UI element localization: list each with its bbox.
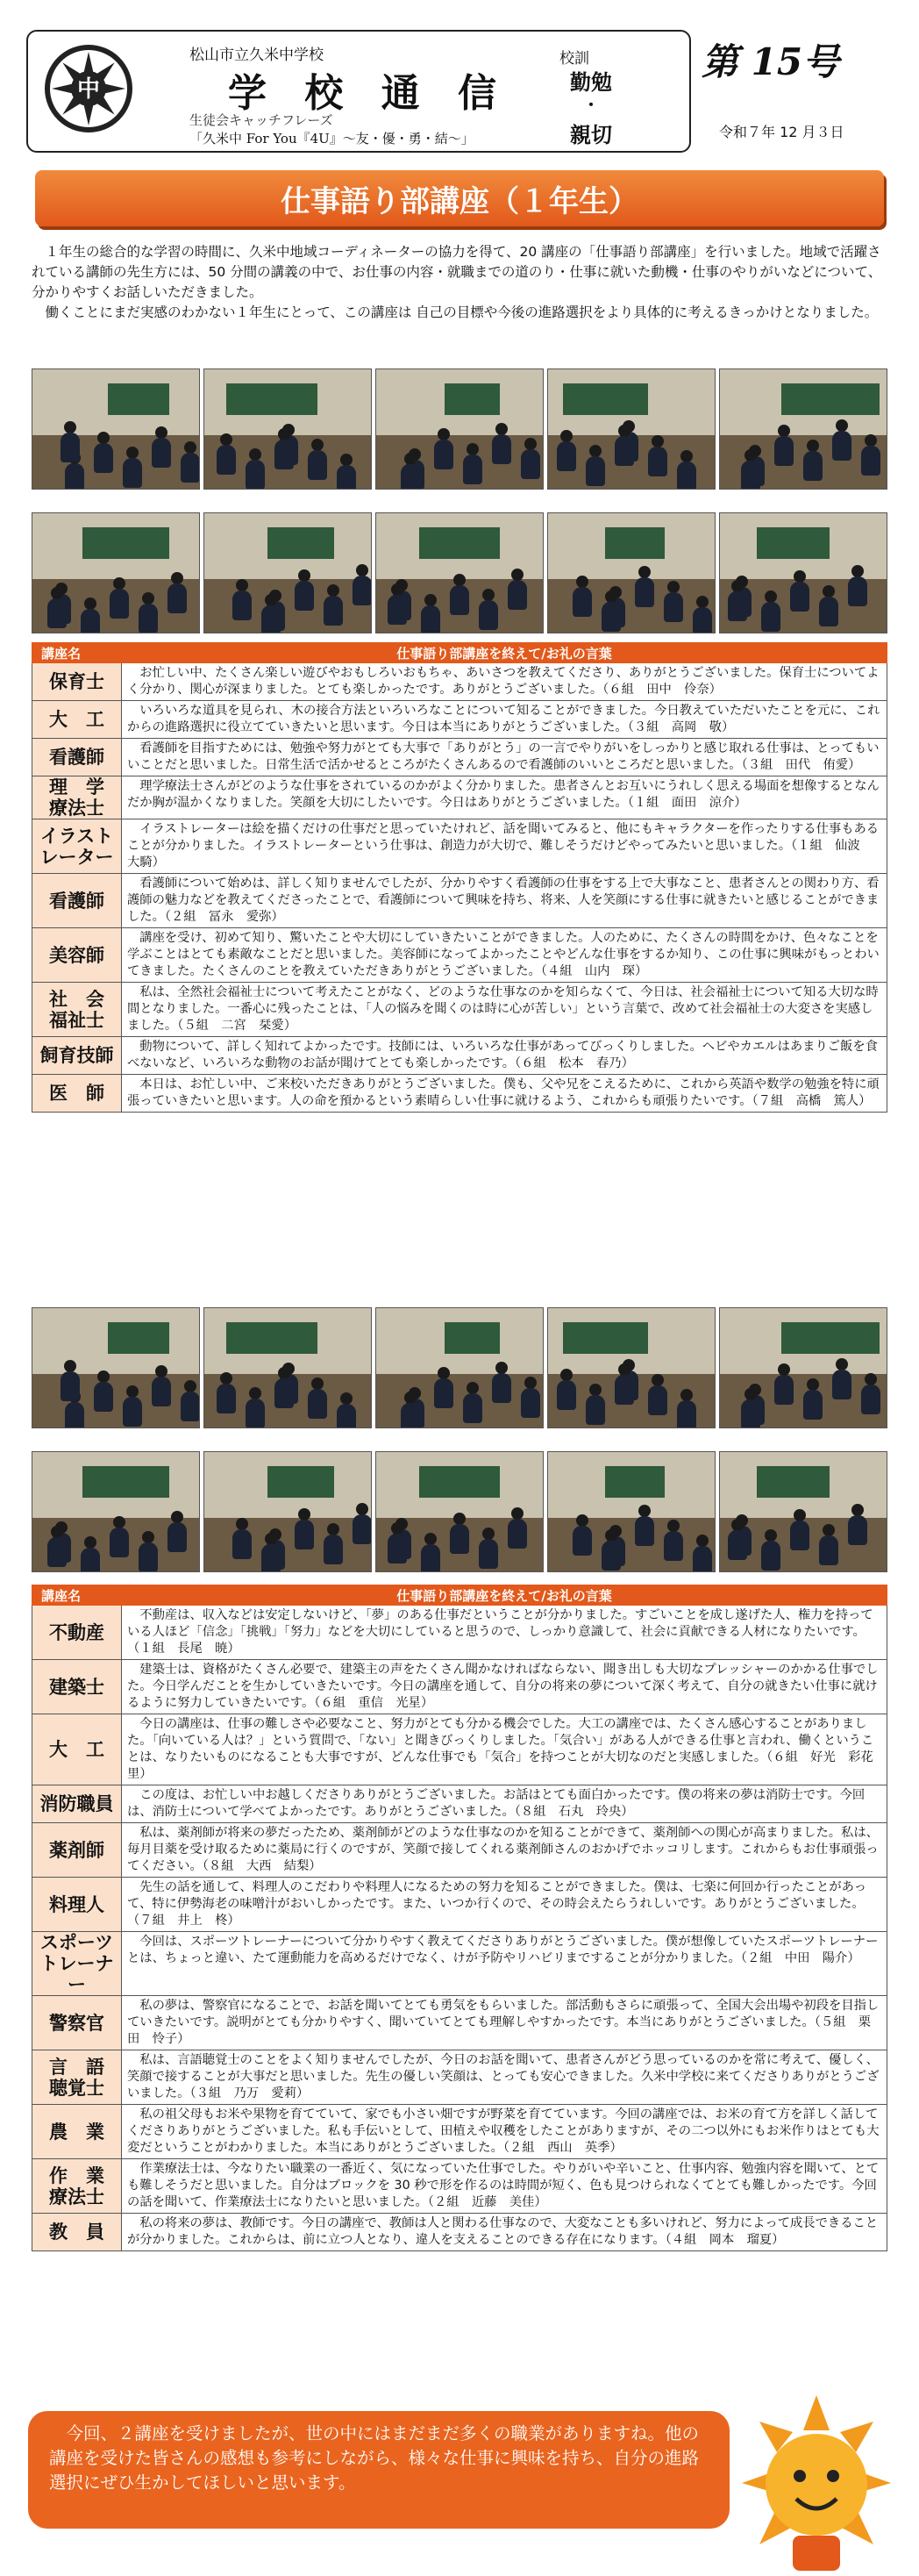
classroom-photo [375,369,544,490]
table-row [32,874,887,928]
table-row [32,928,887,983]
course-name: 社 会 福祉士 [32,983,122,1037]
course-comment: 理学療法士さんがどのような仕事をされているのかがよく分かりました。患者さんとお互いにうれしく思える場面を想像するとなんだか胸が温かくなりました。笑顔を大切にしたいです。今日はありがとうございました。（１組 面田 涼介） [122,776,887,819]
course-name: 作 業 療法士 [32,2159,122,2214]
motto-word-2: 親切 [570,122,612,147]
course-comment: 私の将来の夢は、教師です。今日の講座で、教師は人と関わる仕事なので、大変なことも多いけれど、努力によって成長できることが分かりました。これからは、前に立つ人となり、違人を支えることのできる存在になります。（４組 岡本 瑠夏） [122,2214,887,2251]
section-banner: 仕事語り部講座（１年生） [35,170,884,226]
table-row [32,2159,887,2214]
classroom-photo [203,369,372,490]
classroom-photo [547,512,716,633]
course-name: スポーツ トレーナー [32,1932,122,1996]
issue-date: 令和７年 12 月３日 [719,124,844,140]
classroom-photo [32,1451,200,1572]
classroom-photo [719,1307,887,1428]
column-header-comments: 仕事語り部講座を終えて/お礼の言葉 [122,643,887,663]
classroom-photo [547,369,716,490]
classroom-photo [719,369,887,490]
table-row [32,1785,887,1823]
table-row [32,1037,887,1075]
table-row [32,1606,887,1660]
course-name: 保育士 [32,663,122,701]
table-row [32,1878,887,1932]
course-comment: 看護師について始めは、詳しく知りませんでしたが、分かりやすく看護師の仕事をする上で大事なこと、患者さんとの関わり方、看護師の魅力などを教えてくださったことで、看護師について興味を持ち、将来、人を笑顔にする仕事に就きたいと感じることができました。（２組 冨永 愛弥） [122,874,887,928]
course-comment: いろいろな道具を見られ、木の接合方法といろいろなことについて知ることができました。今日教えていただいたことを元に、これからの進路選択に役立てていきたいと思います。今日は本当にありがとうございました。（３組 高岡 敬） [122,701,887,739]
motto-word-1: 勤勉 [570,69,612,95]
classroom-photo [32,1307,200,1428]
table-row [32,663,887,701]
table-header-row [32,643,887,663]
course-name: 料理人 [32,1878,122,1932]
course-comment: 私は、薬剤師が将来の夢だったため、薬剤師がどのような仕事なのかを知ることができて、薬剤師への関心が高まりました。私は、毎月目薬を受け取るために薬局に行くのですが、笑顔で接してくれる薬剤師さんのおかげでホッコリします。これからもお仕事頑張ってください。（８組 大西 結梨） [122,1823,887,1878]
table-row [32,1823,887,1878]
course-comment: 私の祖父母もお米や果物を育てていて、家でも小さい畑ですが野菜を育てています。今回の講座では、お米の育て方を詳しく話してくださりありがとうございました。私も手伝いとして、田植えや収穫をしたことがありますが、その二つ以外にもお米作りはとても大変だということがわかりました。本当にありがとうございました。（２組 西山 英季） [122,2105,887,2159]
classroom-photo [547,1451,716,1572]
course-name: 消防職員 [32,1785,122,1823]
course-name: 教 員 [32,2214,122,2251]
course-name: 美容師 [32,928,122,983]
school-name: 松山市立久米中学校 [189,47,324,64]
course-comment: 不動産は、収入などは安定しないけど、「夢」のある仕事だということが分かりました。すごいことを成し遂げた人、権力を持っている人ほど「信念」「挑戦」「努力」などを大切にしていると思うので、しっかり意識して、社会に貢献できる人材になりたいです。（１組 長尾 暁） [122,1606,887,1660]
course-name: 医 師 [32,1075,122,1113]
catchphrase: 「久米中 For You『4U』〜友・優・勇・結〜」 [189,131,474,147]
course-comment: お忙しい中、たくさん楽しい遊びやおもしろいおもちゃ、あいさつを教えてくださり、ありがとうございました。保育士についてよく分かり、関心が深まりました。とても楽しかったです。ありがとうございました。（６組 田中 伶奈） [122,663,887,701]
table-row [32,776,887,819]
intro-text [32,242,887,323]
course-name: 薬剤師 [32,1823,122,1878]
course-name: 大 工 [32,701,122,739]
course-name: 理 学 療法士 [32,776,122,819]
course-name: 建築士 [32,1660,122,1714]
course-comment: 私の夢は、警察官になることで、お話を聞いてとても勇気をもらいました。部活動もさらに頑張って、全国大会出場や初段を目指していきたいです。説明がとても分かりやすく、聞いていてとても理解しやすかったです。本当にありがとうございました。（５組 栗田 怜子） [122,1996,887,2050]
lecture-table-1 [32,642,887,1113]
motto-separator: ・ [583,97,599,115]
classroom-photo [375,1307,544,1428]
sun-mascot-icon [742,2395,891,2571]
catchphrase-label: 生徒会キャッチフレーズ [189,112,333,128]
course-name: 不動産 [32,1606,122,1660]
column-header-course: 講座名 [32,643,122,663]
column-header-comments: 仕事語り部講座を終えて/お礼の言葉 [122,1585,887,1606]
table-row [32,983,887,1037]
table-row [32,739,887,776]
classroom-photo [719,1451,887,1572]
motto-label: 校訓 [559,50,589,68]
lecture-table-2 [32,1585,887,2251]
closing-message: 今回、２講座を受けましたが、世の中にはまだまだ多くの職業がありますね。他の講座を受けた皆さんの感想も参考にしながら、様々な仕事に興味を持ち、自分の進路選択にぜひ生かしてほしいと思います。 [49,2423,700,2493]
course-comment: 私は、言語聴覚士のことをよく知りませんでしたが、今日のお話を聞いて、患者さんがどう思っているのかを常に考えて、優しく、笑顔で接することが大事だと思いました。先生の優しい笑顔は、とっても安心できました。久米中学校に来てくださりありがとうございました。（３組 乃万 愛莉） [122,2050,887,2105]
table-header-row [32,1585,887,1606]
course-name: 飼育技師 [32,1037,122,1075]
table-row [32,1932,887,1996]
course-comment: イラストレーターは絵を描くだけの仕事だと思っていたけれど、話を聞いてみると、他にもキャラクターを作ったりする仕事もあることが分かりました。イラストレーターという仕事は、創造力が大切で、難しそうだけどやってみたいと思いました。（１組 仙波 大騎） [122,819,887,874]
table-row [32,1996,887,2050]
course-comment: 講座を受け、初めて知り、驚いたことや大切にしていきたいことができました。人のために、たくさんの時間をかけ、色々なことを学ぶことはとても素敵なことだと思いました。美容師になってよかったことやどんな仕事をするか知り、この仕事に興味がもっとわいてきました。たくさんのことを教えていただきありがとうございました。（４組 山内 琛） [122,928,887,983]
intro-paragraph: １年生の総合的な学習の時間に、久米中地域コーディネーターの協力を得て、20 講座の「仕事語り部講座」を行いました。地域で活躍されている講師の先生方には、50 分間の講義の中で、お仕事の内容・就職までの道のり・仕事に就いた動機・仕事のやりがいなどについて、分かりやすくお話しいただきました。 [32,244,882,300]
classroom-photo [32,512,200,633]
table-row [32,701,887,739]
course-comment: この度は、お忙しい中お越しくださりありがとうございました。お話はとても面白かったです。僕の将来の夢は消防士です。今回は、消防士について学べてよかったです。ありがとうございました。（８組 石丸 玲央） [122,1785,887,1823]
school-emblem-icon [42,42,135,135]
course-comment: 作業療法士は、今なりたい職業の一番近く、気になっていた仕事でした。やりがいや辛いこと、仕事内容、勉強内容を聞いて、とても難しそうだと思いました。自分はブロックを 30 秒で形を作るのは時間が短く、色も見つけられなくてとても難しかったです。今回の話を聞いて、作業療法士になりたいと思いました。（２組 近藤 美佳） [122,2159,887,2214]
classroom-photo [203,512,372,633]
emblem-char: 中 [76,76,101,103]
course-comment: 建築士は、資格がたくさん必要で、建築主の声をたくさん聞かなければならない、聞き出しも大切なプレッシャーのかかる仕事でした。今日学んだことを生かしていきたいです。今日の講座を通して、自分の将来の夢について深く考えて、自分の就きたい仕事に就けるように努力していきたいです。（６組 重信 光星） [122,1660,887,1714]
classroom-photo [203,1451,372,1572]
table-row [32,2105,887,2159]
classroom-photo [719,512,887,633]
course-comment: 私は、全然社会福祉士について考えたことがなく、どのような仕事なのかを知らなくて、今日は、社会福祉士について知る大切な時間となりました。一番心に残ったことは、「人の悩みを聞くのは時に心が苦しい」という言葉で、改めて社会福祉士の大変さを実感しました。（５組 二宮 栞愛） [122,983,887,1037]
course-comment: 今回は、スポーツトレーナーについて分かりやすく教えてくださりありがとうございました。僕が想像していたスポーツトレーナーとは、ちょっと違い、たて運動能力を高めるだけでなく、けが予防やリハビリまですることが分かりました。（２組 中田 陽介） [122,1932,887,1996]
table-row [32,819,887,874]
course-name: 看護師 [32,874,122,928]
issue-number: 第 15号 [702,40,840,83]
classroom-photo [375,512,544,633]
table-row [32,1075,887,1113]
course-comment: 先生の話を通して、料理人のこだわりや料理人になるための努力を知ることができました。僕は、七楽に何回か行ったことがあって、特に伊勢海老の味噌汁がおいしかったです。また、いつか行くので、その時会えたらうれしいです。ありがとうございました。（７組 井上 柊） [122,1878,887,1932]
course-comment: 本日は、お忙しい中、ご来校いただきありがとうございました。僕も、父や兄をこえるために、これから英語や数学の勉強を特に頑張っていきたいと思います。人の命を預かるという素晴らしい仕事に就けるよう、これからも頑張りたいです。（７組 高橋 篤人） [122,1075,887,1113]
course-name: イラスト レーター [32,819,122,874]
course-name: 大 工 [32,1714,122,1785]
course-name: 看護師 [32,739,122,776]
course-name: 警察官 [32,1996,122,2050]
course-comment: 動物について、詳しく知れてよかったです。技師には、いろいろな仕事があってびっくりしました。ヘビやカエルはあまりご飯を食べないなど、いろいろな動物のお話が聞けてとても楽しかったです。（６組 松本 春乃） [122,1037,887,1075]
newsletter-header [26,30,894,153]
intro-paragraph: 働くことにまだ実感のわかない１年生にとって、この講座は 自己の目標や今後の進路選択をより具体的に考えるきっかけとなりました。 [45,304,879,320]
table-row [32,2214,887,2251]
table-row [32,1660,887,1714]
newsletter-title: 学 校 通 信 [228,71,509,116]
classroom-photo [32,369,200,490]
table-row [32,1714,887,1785]
column-header-course: 講座名 [32,1585,122,1606]
closing-message-box [28,2411,730,2529]
classroom-photo [375,1451,544,1572]
table-row [32,2050,887,2105]
classroom-photo [203,1307,372,1428]
course-name: 農 業 [32,2105,122,2159]
classroom-photo [547,1307,716,1428]
course-name: 言 語 聴覚士 [32,2050,122,2105]
course-comment: 今日の講座は、仕事の難しさや必要なこと、努力がとても分かる機会でした。大工の講座では、たくさん感心することがありました。「向いている人は？」という質問で、「ない」と聞きびっくりしました。「気合い」がある人ができる仕事と言われ、働くということは、なりたいものになることも大事ですが、どんな仕事でも「気合」を持つことが大切なのだと実感しました。（６組 好光 彩花里） [122,1714,887,1785]
course-comment: 看護師を目指すためには、勉強や努力がとても大事で「ありがとう」の一言でやりがいをしっかりと感じ取れる仕事は、とってもいいことだと思いました。日常生活で活かせるところがたくさんあるので看護師のいいところだと思いました。（３組 田代 侑愛） [122,739,887,776]
